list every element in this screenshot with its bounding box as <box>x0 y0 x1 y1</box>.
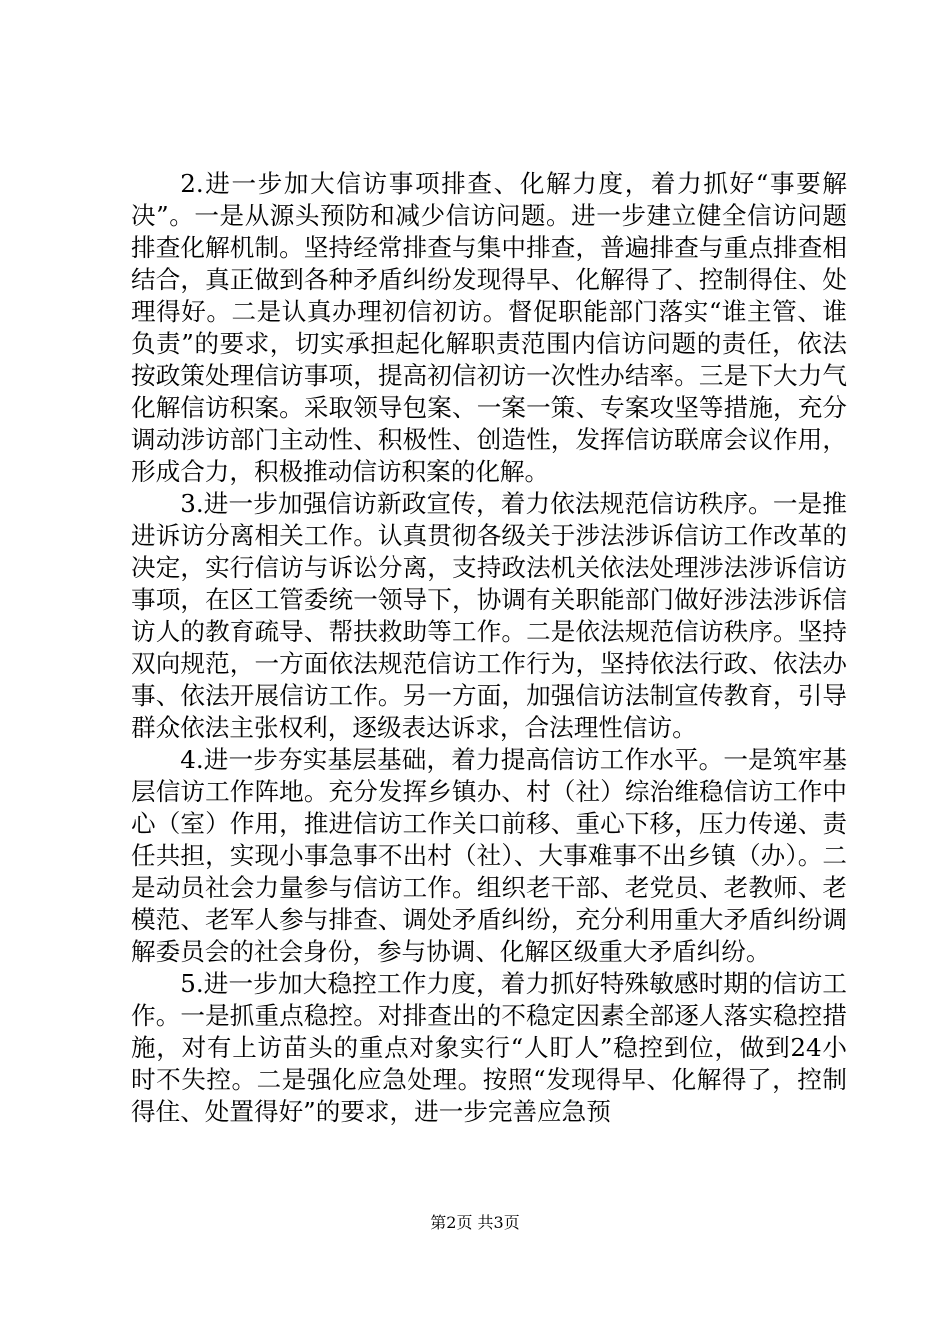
paragraph-item-3: 3.进一步加强信访新政宣传，着力依法规范信访秩序。一是推进诉访分离相关工作。认真贯彻各级关于涉法涉诉信访工作改革的决定，实行信访与诉讼分离，支持政法机关依法处理涉法涉诉信访事项，在区工管委统一领导下，协调有关职能部门做好涉法涉诉信访人的教育疏导、帮扶救助等工作。二是依法规范信访秩序。坚持双向规范，一方面依法规范信访工作行为，坚持依法行政、依法办事、依法开展信访工作。另一方面，加强信访法制宣传教育，引导群众依法主张权利，逐级表达诉求，合法理性信访。 <box>131 489 847 742</box>
page-footer <box>0 1213 950 1233</box>
paragraph-item-5: 5.进一步加大稳控工作力度，着力抓好特殊敏感时期的信访工作。一是抓重点稳控。对排查出的不稳定因素全部逐人落实稳控措施，对有上访苗头的重点对象实行“人盯人”稳控到位，做到24小时不失控。二是强化应急处理。按照“发现得早、化解得了，控制得住、处置得好”的要求，进一步完善应急预 <box>131 969 847 1126</box>
paragraph-item-4: 4.进一步夯实基层基础，着力提高信访工作水平。一是筑牢基层信访工作阵地。充分发挥乡镇办、村（社）综治维稳信访工作中心（室）作用，推进信访工作关口前移、重心下移，压力传递、责任共担，实现小事急事不出村（社）、大事难事不出乡镇（办）。二是动员社会力量参与信访工作。组织老干部、老党员、老教师、老模范、老军人参与排查、调处矛盾纠纷，充分利用重大矛盾纠纷调解委员会的社会身份，参与协调、化解区级重大矛盾纠纷。 <box>131 745 847 966</box>
page-number-label: 第2页 共3页 <box>430 1213 520 1232</box>
paragraph-item-2: 2.进一步加大信访事项排查、化解力度，着力抓好“事要解决”。一是从源头预防和减少信访问题。进一步建立健全信访问题排查化解机制。坚持经常排查与集中排查，普遍排查与重点排查相结合，真正做到各种矛盾纠纷发现得早、化解得了、控制得住、处理得好。二是认真办理初信初访。督促职能部门落实“谁主管、谁负责”的要求，切实承担起化解职责范围内信访问题的责任，依法按政策处理信访事项，提高初信初访一次性办结率。三是下大力气化解信访积案。采取领导包案、一案一策、专案攻坚等措施，充分调动涉访部门主动性、积极性、创造性，发挥信访联席会议作用，形成合力，积极推动信访积案的化解。 <box>131 169 847 486</box>
document-body <box>131 168 847 1128</box>
